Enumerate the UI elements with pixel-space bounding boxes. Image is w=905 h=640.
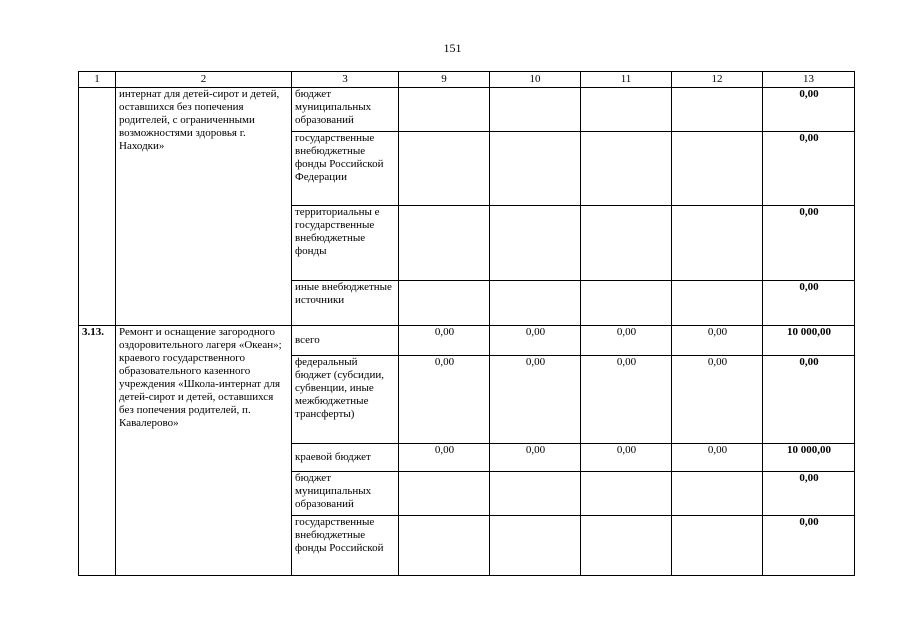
value-cell: 0,00: [763, 516, 855, 576]
value-cell: 0,00: [763, 88, 855, 132]
header-col-2: 2: [116, 72, 292, 88]
value-cell: 0,00: [581, 356, 672, 444]
value-cell: [490, 132, 581, 206]
value-cell: 0,00: [763, 281, 855, 326]
value-cell: [490, 516, 581, 576]
value-cell: 10 000,00: [763, 444, 855, 472]
funding-source: иные внебюджетные источники: [292, 281, 399, 326]
row-number: [79, 88, 116, 326]
funding-source: государственные внебюджетные фонды Российской: [292, 516, 399, 576]
header-col-13: 13: [763, 72, 855, 88]
funding-source: всего: [292, 326, 399, 356]
header-col-10: 10: [490, 72, 581, 88]
funding-source: краевой бюджет: [292, 444, 399, 472]
funding-source: государственные внебюджетные фонды Российской Федерации: [292, 132, 399, 206]
header-col-11: 11: [581, 72, 672, 88]
funding-source: федеральный бюджет (субсидии, субвенции, иные межбюджетные трансферты): [292, 356, 399, 444]
value-cell: 0,00: [490, 326, 581, 356]
value-cell: 0,00: [763, 206, 855, 281]
measure-description: интернат для детей-сирот и детей, оставшихся без попечения родителей, с ограниченными возможностями здоровья г. Находки»: [116, 88, 292, 326]
value-cell: [399, 472, 490, 516]
value-cell: 0,00: [399, 326, 490, 356]
value-cell: [399, 132, 490, 206]
value-cell: [672, 281, 763, 326]
value-cell: 0,00: [490, 356, 581, 444]
value-cell: [581, 281, 672, 326]
value-cell: [581, 88, 672, 132]
value-cell: [581, 132, 672, 206]
funding-source: бюджет муниципальных образований: [292, 88, 399, 132]
value-cell: 10 000,00: [763, 326, 855, 356]
table-row: [79, 88, 855, 132]
table-row: [79, 326, 855, 356]
header-col-12: 12: [672, 72, 763, 88]
page-number: 151: [443, 41, 462, 55]
value-cell: 0,00: [672, 444, 763, 472]
value-cell: 0,00: [581, 326, 672, 356]
value-cell: [490, 281, 581, 326]
value-cell: 0,00: [763, 132, 855, 206]
value-cell: [672, 472, 763, 516]
value-cell: 0,00: [581, 444, 672, 472]
measure-description: Ремонт и оснащение загородного оздоровительного лагеря «Океан»; краевого государственного образовательного казенного учреждения «Школа-интернат для детей-сирот и детей, оставшихся без попечения родителей, п. Кавалерово»: [116, 326, 292, 576]
value-cell: 0,00: [672, 356, 763, 444]
value-cell: [581, 516, 672, 576]
header-col-9: 9: [399, 72, 490, 88]
header-col-3: 3: [292, 72, 399, 88]
value-cell: 0,00: [763, 472, 855, 516]
header-row: [79, 72, 855, 88]
value-cell: 0,00: [490, 444, 581, 472]
value-cell: [672, 516, 763, 576]
value-cell: [399, 206, 490, 281]
value-cell: [399, 88, 490, 132]
value-cell: [672, 132, 763, 206]
value-cell: [490, 88, 581, 132]
value-cell: [490, 472, 581, 516]
value-cell: [399, 281, 490, 326]
value-cell: 0,00: [672, 326, 763, 356]
funding-source: бюджет муниципальных образований: [292, 472, 399, 516]
header-col-1: 1: [79, 72, 116, 88]
value-cell: [399, 516, 490, 576]
budget-table: [78, 71, 855, 576]
value-cell: [672, 206, 763, 281]
value-cell: [490, 206, 581, 281]
value-cell: 0,00: [399, 356, 490, 444]
row-number: 3.13.: [79, 326, 116, 576]
value-cell: 0,00: [399, 444, 490, 472]
funding-source: территориальны е государственные внебюджетные фонды: [292, 206, 399, 281]
value-cell: [581, 472, 672, 516]
value-cell: 0,00: [763, 356, 855, 444]
value-cell: [581, 206, 672, 281]
value-cell: [672, 88, 763, 132]
